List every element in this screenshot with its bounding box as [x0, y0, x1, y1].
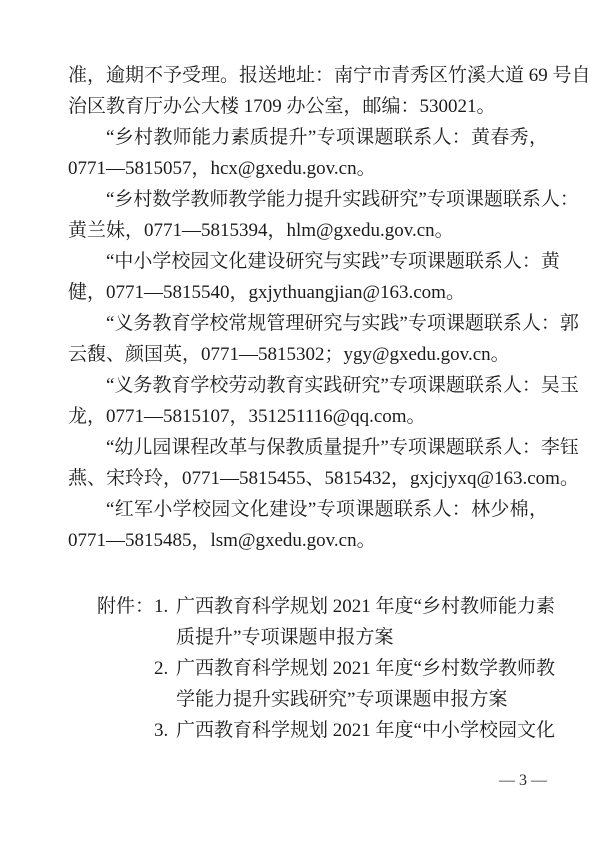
- body-line: 黄兰妹，0771—5815394，hlm@gxedu.gov.cn。: [68, 220, 454, 241]
- paragraph: [68, 184, 579, 246]
- attachment-number: 2.: [154, 658, 169, 679]
- attachments-section: [97, 591, 555, 746]
- paragraph: [68, 308, 579, 370]
- attachment-number: 3.: [154, 720, 169, 741]
- paragraph: [68, 246, 560, 308]
- body-line: “幼儿园课程改革与保教质量提升”专项课题联系人：李钰: [106, 437, 579, 458]
- body-line: 龙，0771—5815107，351251116@qq.com。: [68, 406, 426, 427]
- attachment-line: 3. 广西教育科学规划 2021 年度“中小学校园文化: [176, 715, 548, 746]
- paragraph: [68, 494, 548, 556]
- attachment-line: 质提升”专项课题申报方案: [176, 627, 394, 648]
- attachment-item: [154, 653, 555, 715]
- attachment-number: 1.: [154, 596, 169, 617]
- body-line: “乡村数学教师教学能力提升实践研究”专项课题联系人：: [106, 189, 579, 210]
- body-line: 治区教育厅办公大楼 1709 办公室，邮编：530021。: [68, 96, 496, 117]
- body-line: “义务教育学校常规管理研究与实践”专项课题联系人：郭: [106, 313, 579, 334]
- paragraph: [68, 432, 579, 494]
- body-line: “义务教育学校劳动教育实践研究”专项课题联系人：吴玉: [106, 375, 579, 396]
- body-line: “中小学校园文化建设研究与实践”专项课题联系人：黄: [106, 251, 560, 272]
- body-line: 准，逾期不予受理。报送地址：南宁市青秀区竹溪大道 69 号自: [68, 65, 591, 86]
- page-number: — 3 —: [499, 772, 547, 789]
- body-line: 健，0771—5815540，gxjythuangjian@163.com。: [68, 282, 465, 303]
- attachment-line: 学能力提升实践研究”专项课题申报方案: [176, 689, 508, 710]
- body-line: 云馥、颜国英，0771—5815302；ygy@gxedu.gov.cn。: [68, 344, 510, 365]
- body-line: “红军小学校园文化建设”专项课题联系人：林少棉，: [106, 499, 548, 520]
- attachments-label: 附件：: [97, 596, 155, 617]
- body-paragraphs: [68, 60, 591, 556]
- body-line: 0771—5815485，lsm@gxedu.gov.cn。: [68, 530, 376, 551]
- attachment-line: 2. 广西教育科学规划 2021 年度“乡村数学教师教: [176, 653, 548, 684]
- attachments-list: [154, 591, 555, 746]
- paragraph: [68, 60, 591, 122]
- attachment-item: [154, 715, 555, 746]
- body-line: “乡村教师能力素质提升”专项课题联系人：黄春秀，: [106, 127, 548, 148]
- attachment-item: [154, 591, 555, 653]
- attachment-line: 1. 广西教育科学规划 2021 年度“乡村教师能力素: [176, 591, 548, 622]
- document-body: [68, 60, 591, 746]
- paragraph: [68, 122, 548, 184]
- body-line: 0771—5815057，hcx@gxedu.gov.cn。: [68, 158, 376, 179]
- body-line: 燕、宋玲玲，0771—5815455、5815432，gxjcjyxq@163.com。: [68, 468, 579, 489]
- paragraph: [68, 370, 579, 432]
